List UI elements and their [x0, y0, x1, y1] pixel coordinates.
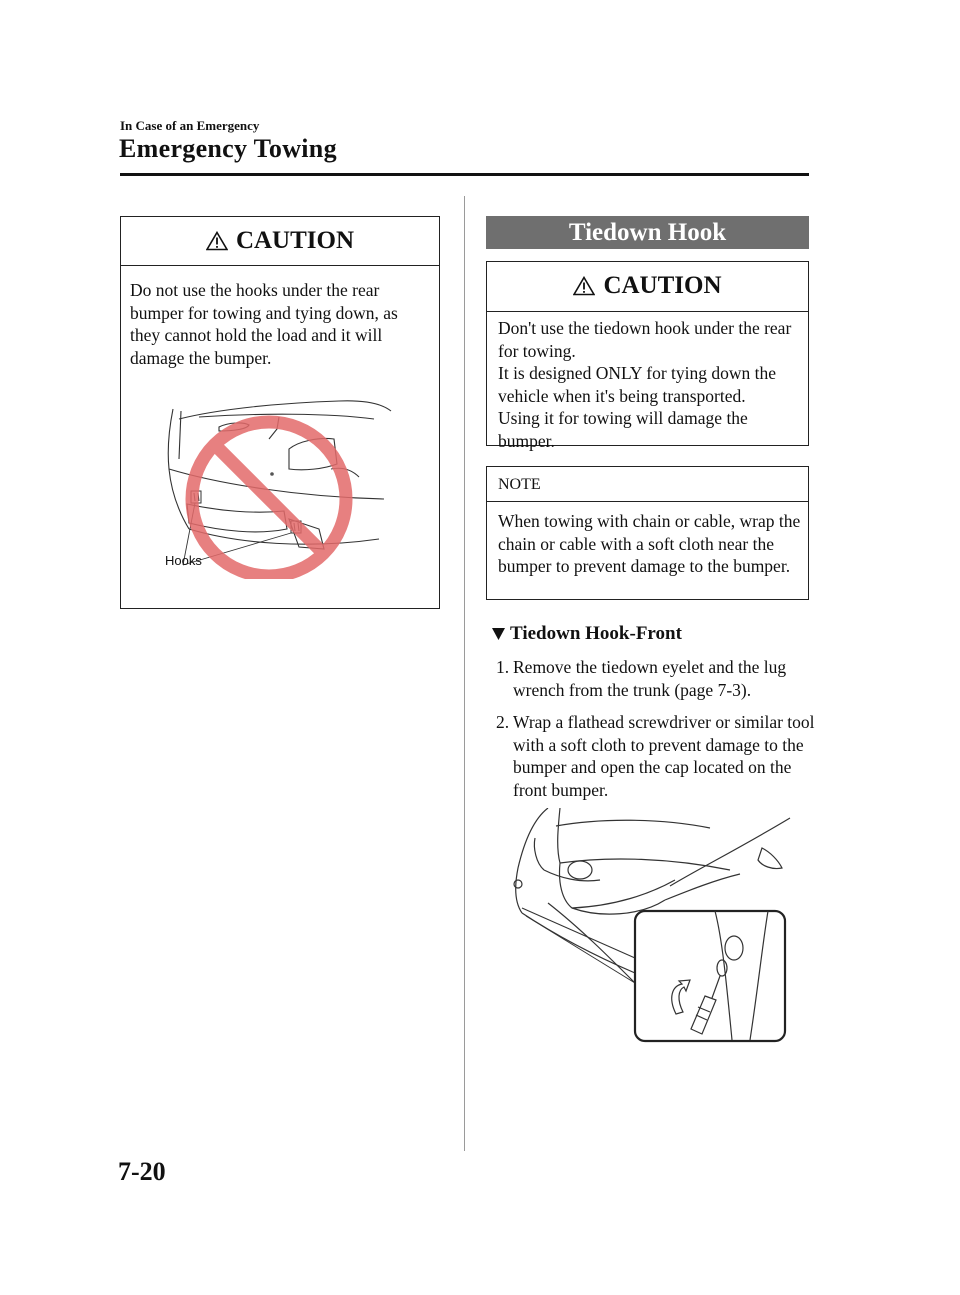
caution-header [121, 227, 439, 255]
caution-box-tiedown [486, 261, 809, 451]
subheading-text: Tiedown Hook-Front [510, 623, 682, 644]
triangle-bullet-icon [491, 627, 506, 641]
caution-line: Don't use the tiedown hook under the rear for towing. [498, 318, 792, 361]
note-text: When towing with chain or cable, wrap the chain or cable with a soft cloth near the bumper to prevent damage to the bumper. [498, 511, 801, 576]
step-item [496, 711, 816, 801]
subheading [491, 623, 682, 645]
column-divider [464, 196, 465, 1151]
caution-text: Do not use the hooks under the rear bumper for towing and tying down, as they cannot hold the load and it will damage the bumper. [130, 280, 398, 368]
page-title: Emergency Towing [119, 134, 337, 163]
caution-header [487, 272, 808, 300]
title-rule [120, 173, 809, 176]
caution-heading: CAUTION [603, 272, 722, 299]
caution-heading: CAUTION [235, 227, 355, 254]
caution-text [498, 317, 802, 452]
warning-triangle-icon [573, 276, 595, 296]
note-box [486, 466, 809, 600]
caution-box-rear-hooks [120, 216, 440, 609]
caution-divider [121, 265, 439, 266]
front-bumper-cap-figure [500, 808, 800, 1048]
figure-label-hooks: Hooks [165, 553, 202, 568]
section-label: In Case of an Emergency [120, 118, 260, 133]
step-number: 2. [496, 712, 510, 732]
front-bumper-illustration [500, 808, 800, 1048]
step-item [496, 656, 816, 701]
note-divider [487, 501, 808, 502]
warning-triangle-icon [206, 231, 228, 251]
prohibition-sign [192, 422, 346, 576]
rear-bumper-hooks-figure [159, 389, 404, 579]
section-banner: Tiedown Hook [486, 216, 809, 249]
caution-divider [487, 311, 808, 312]
step-text: Wrap a flathead screwdriver or similar tool with a soft cloth to prevent damage to the bumper and open the cap located on the front bumper. [513, 712, 815, 800]
caution-line: It is designed ONLY for tying down the vehicle when it's being transported. [498, 363, 777, 406]
step-text: Remove the tiedown eyelet and the lug wrench from the trunk (page 7-3). [513, 657, 787, 700]
caution-line: Using it for towing will damage the bumper. [498, 408, 748, 451]
page-number: 7-20 [118, 1157, 166, 1186]
note-heading: NOTE [498, 476, 541, 493]
rear-bumper-illustration [159, 389, 404, 579]
step-number: 1. [496, 657, 510, 677]
